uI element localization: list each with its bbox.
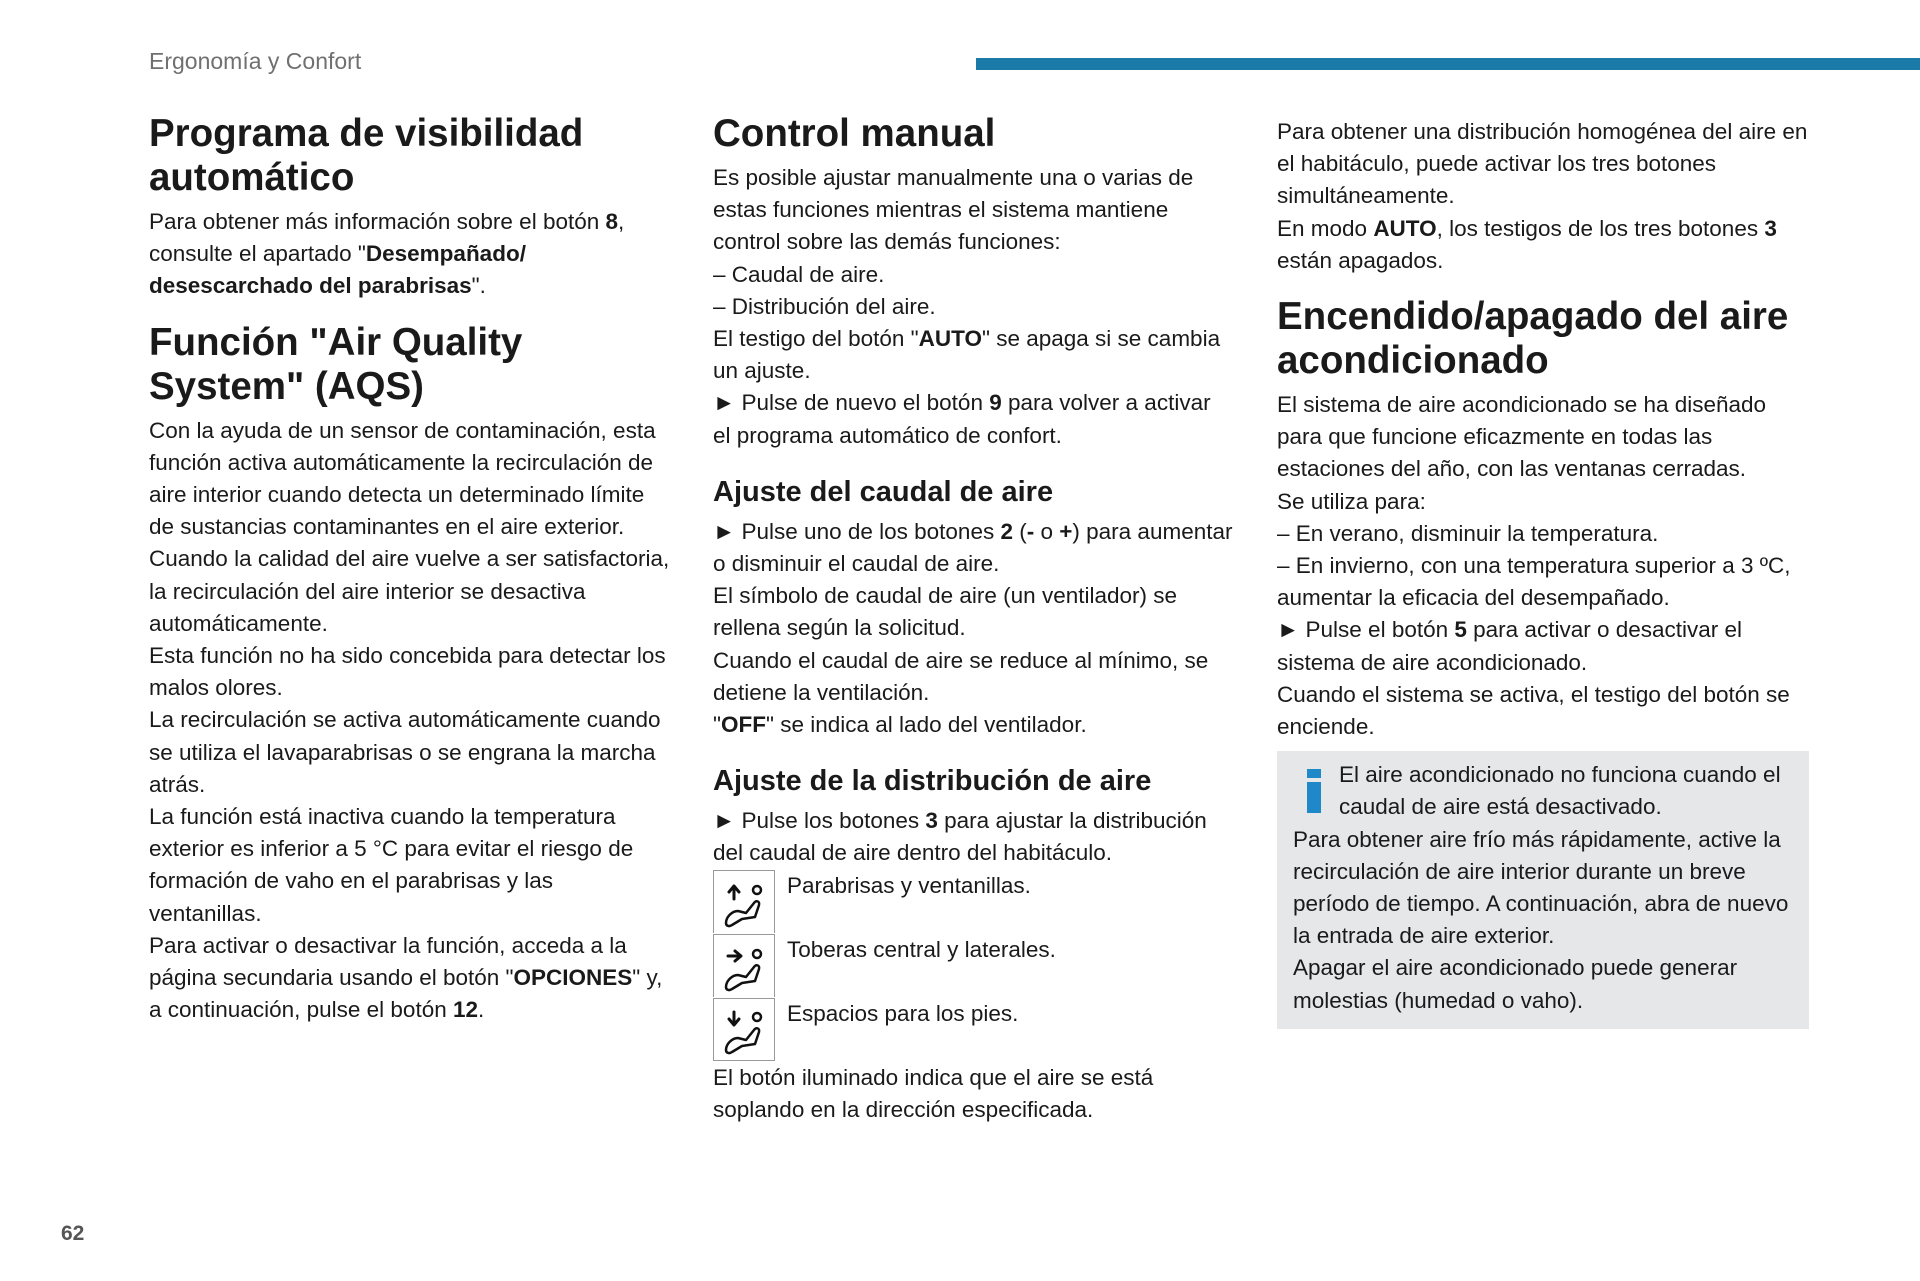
text-run: ) para aumentar o disminuir el caudal de aire. xyxy=(713,518,1233,577)
section-header: Ergonomía y Confort xyxy=(149,48,362,74)
text-run: están apagados. xyxy=(1277,247,1444,273)
bold-text: OPCIONES xyxy=(513,965,633,991)
paragraph xyxy=(713,162,1233,259)
paragraph xyxy=(1277,213,1809,277)
text-run: para volver a activar el programa automático de confort. xyxy=(713,390,1211,448)
airflow-option xyxy=(713,934,1233,998)
text-run: para ajustar la distribución del caudal de aire dentro del habitáculo. xyxy=(713,808,1207,866)
page-number: 62 xyxy=(61,1222,85,1245)
airflow-icon-list xyxy=(713,870,1233,1062)
bold-text: AUTO xyxy=(1373,215,1437,241)
paragraph xyxy=(1277,518,1809,550)
info-paragraph xyxy=(1293,824,1793,953)
paragraph xyxy=(149,640,671,704)
text-run: El testigo del botón " xyxy=(713,326,919,352)
airflow-option xyxy=(713,870,1233,934)
paragraph xyxy=(1277,679,1809,743)
info-icon xyxy=(1307,769,1321,813)
text-run: ► Pulse de nuevo el botón xyxy=(713,390,990,416)
text-run: – Distribución del aire. xyxy=(713,293,936,319)
section-heading xyxy=(713,112,1233,156)
text-run: Encendido/apagado del aire acondicionado xyxy=(1277,295,1789,383)
footwell-airflow-icon xyxy=(713,998,775,1061)
text-run: El símbolo de caudal de aire (un ventilador) se rellena según la solicitud. xyxy=(713,583,1178,641)
text-run: Ajuste de la distribución de aire xyxy=(713,765,1152,798)
column-1 xyxy=(149,112,671,1026)
paragraph xyxy=(713,516,1233,580)
paragraph xyxy=(1277,614,1809,678)
text-run: ► Pulse uno de los botones xyxy=(713,518,1001,544)
bold-text: 12 xyxy=(452,997,479,1023)
paragraph xyxy=(1277,486,1809,518)
text-run: Función "Air Quality System" (AQS) xyxy=(149,320,523,408)
paragraph xyxy=(713,323,1233,387)
section-heading xyxy=(1277,295,1809,383)
text-run: El aire acondicionado no funciona cuando el caudal de aire está desactivado. xyxy=(1339,762,1781,820)
text-run: " se apaga si se cambia un ajuste. xyxy=(713,326,1221,384)
text-run: ► Pulse el botón xyxy=(1277,617,1455,643)
text-run: Programa de visibilidad automático xyxy=(149,112,584,199)
info-note xyxy=(1277,751,1809,1029)
text-run: Para obtener una distribución homogénea del aire en el habitáculo, puede activar los tres botones simultáneamente. xyxy=(1277,119,1808,209)
section-heading xyxy=(149,321,671,409)
paragraph xyxy=(149,801,671,930)
airflow-option-label: Espacios para los pies. xyxy=(787,1000,1019,1026)
central-vents-airflow-icon xyxy=(713,934,775,997)
text-run: " y, a continuación, pulse el botón xyxy=(149,965,663,1023)
windscreen-airflow-icon xyxy=(713,870,775,933)
paragraph xyxy=(713,291,1233,323)
text-run: ► Pulse los botones xyxy=(713,808,926,834)
text-run: Es posible ajustar manualmente una o varias de estas funciones mientras el sistema mantiene control sobre las demás funciones: xyxy=(713,165,1194,255)
header-accent-bar xyxy=(976,58,1920,70)
subsection-heading xyxy=(713,474,1233,510)
text-run: Cuando la calidad del aire vuelve a ser satisfactoria, la recirculación del aire interior se desactiva automáticamente. xyxy=(149,546,670,636)
info-paragraph xyxy=(1293,952,1793,1016)
info-paragraph xyxy=(1293,759,1793,823)
text-run: , consulte el apartado " xyxy=(149,209,625,267)
paragraph xyxy=(713,1062,1233,1126)
paragraph xyxy=(149,206,671,303)
text-run: Cuando el caudal de aire se reduce al mínimo, se detiene la ventilación. xyxy=(713,647,1209,705)
paragraph xyxy=(1277,116,1809,213)
section-heading xyxy=(149,112,671,200)
airflow-option-label: Toberas central y laterales. xyxy=(787,936,1056,962)
text-run: Para obtener aire frío más rápidamente, active la recirculación de aire interior durante un breve período de tiempo. A continuación, abra de nuevo la entrada de aire exterior. xyxy=(1293,826,1789,949)
text-run: Con la ayuda de un sensor de contaminación, esta función activa automáticamente la recirculación de aire interior cuando detecta un determinado límite de sustancias contaminantes en el aire exterior. xyxy=(149,417,656,540)
paragraph xyxy=(149,704,671,801)
text-run: – En invierno, con una temperatura superior a 3 ºC, aumentar la eficacia del desempañado. xyxy=(1277,553,1791,611)
bold-text: Desempañado/ desescarchado del parabrisas xyxy=(149,241,526,299)
text-run: o xyxy=(1034,518,1060,544)
text-run: para activar o desactivar el sistema de aire acondicionado. xyxy=(1277,617,1743,675)
text-run: ( xyxy=(1012,518,1027,544)
bold-text: - xyxy=(1026,518,1035,544)
text-run: – En verano, disminuir la temperatura. xyxy=(1277,520,1659,546)
text-run: . xyxy=(478,997,485,1023)
bold-text: 3 xyxy=(925,808,938,834)
text-run: Cuando el sistema se activa, el testigo del botón se enciende. xyxy=(1277,681,1790,740)
column-2 xyxy=(713,112,1233,1126)
bold-text: AUTO xyxy=(918,326,982,352)
bold-text: 2 xyxy=(1000,518,1013,544)
text-run: ". xyxy=(471,273,486,299)
text-run: Se utiliza para: xyxy=(1277,488,1426,514)
paragraph xyxy=(713,387,1233,451)
paragraph xyxy=(713,645,1233,709)
bold-text: 9 xyxy=(989,390,1002,416)
paragraph xyxy=(1277,389,1809,486)
paragraph xyxy=(149,930,671,1027)
text-run: En modo xyxy=(1277,215,1374,241)
text-run: " xyxy=(713,712,721,738)
paragraph xyxy=(1277,550,1809,614)
text-run: – Caudal de aire. xyxy=(713,261,885,287)
bold-text: 5 xyxy=(1454,617,1467,643)
airflow-option xyxy=(713,998,1233,1062)
airflow-option-label: Parabrisas y ventanillas. xyxy=(787,872,1031,898)
paragraph xyxy=(713,805,1233,869)
text-run: El sistema de aire acondicionado se ha diseñado para que funcione eficazmente en todas las estaciones del año, con las ventanas cerradas. xyxy=(1277,392,1767,482)
text-run: Apagar el aire acondicionado puede generar molestias (humedad o vaho). xyxy=(1293,955,1738,1013)
paragraph xyxy=(713,709,1233,741)
text-run: Esta función no ha sido concebida para detectar los malos olores. xyxy=(149,643,666,701)
bold-text: + xyxy=(1059,518,1073,544)
text-run: , los testigos de los tres botones xyxy=(1436,215,1765,241)
paragraph xyxy=(149,415,671,544)
paragraph xyxy=(713,259,1233,291)
text-run: Para obtener más información sobre el botón xyxy=(149,209,606,234)
text-run: La recirculación se activa automáticamente cuando se utiliza el lavaparabrisas o se engrana la marcha atrás. xyxy=(149,707,661,797)
column-3 xyxy=(1277,116,1809,1029)
text-run: La función está inactiva cuando la temperatura exterior es inferior a 5 °C para evitar el riesgo de formación de vaho en el parabrisas y las ventanillas. xyxy=(149,804,634,926)
paragraph xyxy=(713,580,1233,644)
text-run: Control manual xyxy=(713,112,996,155)
text-run: Para activar o desactivar la función, acceda a la página secundaria usando el botón " xyxy=(149,932,627,991)
text-run: Ajuste del caudal de aire xyxy=(713,475,1054,508)
bold-text: 3 xyxy=(1764,215,1777,241)
paragraph xyxy=(149,543,671,640)
text-run: " se indica al lado del ventilador. xyxy=(766,712,1087,738)
subsection-heading xyxy=(713,763,1233,799)
bold-text: OFF xyxy=(721,712,766,738)
text-run: El botón iluminado indica que el aire se está soplando en la dirección especificada. xyxy=(713,1064,1154,1122)
bold-text: 8 xyxy=(605,209,619,234)
